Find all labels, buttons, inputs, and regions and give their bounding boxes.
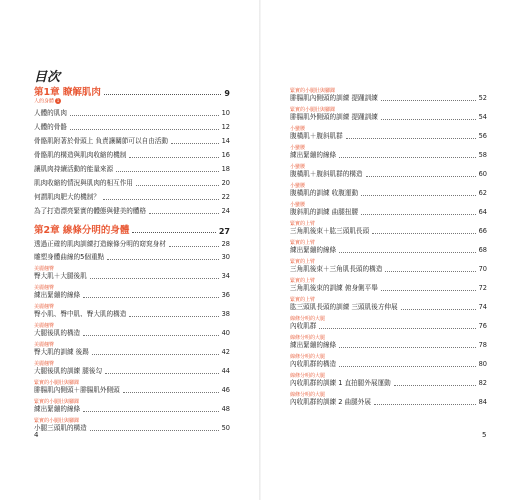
toc-entry[interactable] [290, 221, 487, 236]
entry-page: 72 [478, 284, 487, 292]
section-label: 緊實的上臂 [290, 297, 316, 303]
toc-entry[interactable] [290, 297, 487, 312]
entry-page: 78 [478, 341, 487, 349]
toc-entry[interactable] [34, 165, 230, 174]
section-label: 美麗翹臀 [34, 361, 55, 367]
section-label: 小蠻腰 [290, 183, 306, 189]
toc-entry[interactable] [290, 392, 487, 407]
entry-title: 人體的肌肉 [34, 109, 67, 117]
section-label: 小蠻腰 [290, 126, 306, 132]
entry-title: 臀小肌、臀中肌、臀大肌的構造 [34, 310, 127, 318]
entry-page: 66 [478, 227, 487, 235]
toc-entry[interactable] [290, 183, 487, 198]
entry-title: 小腿三頭肌的構造 [34, 424, 87, 432]
entry-title: 臀大肌的訓練 後踢 [34, 348, 89, 356]
entry-title: 內收肌群 [290, 322, 317, 330]
section-label: 人的身體 1 [34, 98, 60, 105]
entry-page: 36 [221, 291, 230, 299]
toc-entry[interactable] [34, 418, 230, 433]
toc-left-column [34, 84, 230, 433]
toc-entry[interactable] [34, 109, 230, 118]
section-label: 緊實的上臂 [290, 259, 316, 265]
entry-page: 82 [478, 379, 487, 387]
entry-page: 56 [478, 132, 487, 140]
entry-title: 骨骼肌的構造與肌肉收縮的機制 [34, 151, 127, 159]
chapter-title: 第1章 瞭解肌肉 [34, 87, 101, 98]
entry-title: 雕塑身體曲線的5個重點 [34, 253, 105, 261]
entry-title: 何謂肌肉肥大的機制？ [34, 193, 100, 201]
page-number-right: 5 [482, 431, 487, 439]
toc-entry[interactable] [34, 323, 230, 338]
section-label: 線條分明的大腿 [290, 373, 326, 379]
toc-entry[interactable] [290, 164, 487, 179]
page-number-left: 4 [34, 431, 39, 439]
section-label: 緊實的小腿肚與腳踝 [34, 380, 80, 386]
chapter-heading-2[interactable] [34, 222, 230, 236]
entry-page: 30 [221, 253, 230, 261]
entry-title: 練出緊繃的線條 [34, 405, 81, 413]
entry-title: 讓肌肉持續活動的能量來源 [34, 165, 114, 173]
entry-page: 46 [221, 386, 230, 394]
entry-title: 內收肌群的訓練 1 直拍腿外展運動 [290, 379, 391, 387]
toc-entry[interactable] [34, 380, 230, 395]
entry-title: 人體的骨骼 [34, 123, 67, 131]
toc-entry[interactable] [34, 240, 230, 249]
entry-page: 22 [221, 193, 230, 201]
section-label: 緊實的上臂 [290, 240, 316, 246]
entry-page: 18 [221, 165, 230, 173]
entry-page: 40 [221, 329, 230, 337]
toc-entry[interactable] [34, 179, 230, 188]
toc-entry[interactable] [290, 259, 487, 274]
entry-page: 58 [478, 151, 487, 159]
entry-page: 62 [478, 189, 487, 197]
entry-title: 為了打造漂亮緊實的體態與健美的體格 [34, 207, 147, 215]
entry-title: 練出緊繃的線條 [290, 151, 337, 159]
entry-title: 肌肉收縮的情況與肌肉的相互作用 [34, 179, 133, 187]
entry-title: 臀大肌＋大腿後肌 [34, 272, 87, 280]
entry-page: 34 [221, 272, 230, 280]
toc-entry[interactable] [34, 207, 230, 216]
toc-entry[interactable] [290, 354, 487, 369]
toc-entry[interactable] [290, 316, 487, 331]
entry-title: 大腿後肌的訓練 腿後勾 [34, 367, 103, 375]
entry-page: 80 [478, 360, 487, 368]
entry-page: 16 [221, 151, 230, 159]
toc-entry[interactable] [290, 202, 487, 217]
section-label: 緊實的上臂 [290, 221, 316, 227]
toc-entry[interactable] [34, 123, 230, 132]
entry-page: 52 [478, 94, 487, 102]
section-label: 線條分明的大腿 [290, 335, 326, 341]
entry-title: 腹橫肌＋腹斜肌群 [290, 132, 343, 140]
toc-entry[interactable] [34, 285, 230, 300]
toc-entry[interactable] [34, 342, 230, 357]
entry-page: 84 [478, 398, 487, 406]
section-label: 美麗翹臀 [34, 266, 55, 272]
section-label: 美麗翹臀 [34, 285, 55, 291]
toc-entry[interactable] [290, 335, 487, 350]
toc-entry[interactable] [34, 399, 230, 414]
page-gutter [259, 0, 261, 500]
entry-page: 74 [478, 303, 487, 311]
entry-page: 60 [478, 170, 487, 178]
entry-title: 大腿後肌的構造 [34, 329, 81, 337]
entry-title: 腹橫肌的訓練 收腹運動 [290, 189, 359, 197]
section-label: 美麗翹臀 [34, 323, 55, 329]
toc-entry[interactable] [290, 240, 487, 255]
section-label: 線條分明的大腿 [290, 392, 326, 398]
entry-page: 68 [478, 246, 487, 254]
entry-page: 70 [478, 265, 487, 273]
section-label: 緊實的小腿肚與腳踝 [34, 418, 80, 424]
toc-entry[interactable] [34, 304, 230, 319]
toc-entry[interactable] [290, 373, 487, 388]
toc-right-column [290, 84, 487, 407]
entry-page: 38 [221, 310, 230, 318]
entry-title: 透過正確的肌肉訓練打造線條分明的窈窕身材 [34, 240, 166, 248]
entry-title: 三角肌後束＋三角肌長頭的構造 [290, 265, 383, 273]
entry-title: 腓腸肌內側頭＋腓腸肌外側頭 [34, 386, 120, 394]
entry-title: 練出緊繃的線條 [290, 246, 337, 254]
entry-title: 練出緊繃的線條 [290, 341, 337, 349]
entry-page: 76 [478, 322, 487, 330]
toc-entry[interactable] [290, 88, 487, 103]
section-label: 緊實的小腿肚與腳踝 [290, 88, 336, 94]
toc-title: 目次 [34, 70, 61, 85]
entry-title: 腹斜肌的訓練 曲腿扭腰 [290, 208, 359, 216]
entry-title: 三角肌後束的訓練 俯身側平舉 [290, 284, 378, 292]
entry-title: 腓腸肌外側頭的訓練 提踵訓練 [290, 113, 378, 121]
section-label: 美麗翹臀 [34, 342, 55, 348]
toc-entry[interactable] [34, 253, 230, 262]
section-label: 小蠻腰 [290, 202, 306, 208]
section-label: 緊實的小腿肚與腳踝 [34, 399, 80, 405]
toc-entry[interactable] [290, 107, 487, 122]
entry-title: 腹橫肌＋腹斜肌群的構造 [290, 170, 363, 178]
toc-entry[interactable] [34, 151, 230, 160]
entry-title: 肱三頭肌長頭的訓練 三頭肌後方伸展 [290, 303, 398, 311]
entry-page: 12 [221, 123, 230, 131]
entry-page: 10 [221, 109, 230, 117]
entry-title: 骨骼肌附著於骨頭上 負責讓關節可以自由活動 [34, 137, 168, 145]
toc-entry[interactable] [290, 145, 487, 160]
entry-title: 內收肌群的訓練 2 曲腿外展 [290, 398, 371, 406]
entry-page: 14 [221, 137, 230, 145]
entry-page: 28 [221, 240, 230, 248]
section-label: 美麗翹臀 [34, 304, 55, 310]
entry-title: 練出緊繃的線條 [34, 291, 81, 299]
entry-page: 24 [221, 207, 230, 215]
toc-entry[interactable] [290, 126, 487, 141]
section-label: 線條分明的大腿 [290, 316, 326, 322]
entry-page: 20 [221, 179, 230, 187]
section-label: 小蠻腰 [290, 164, 306, 170]
section-label: 緊實的上臂 [290, 278, 316, 284]
entry-page: 64 [478, 208, 487, 216]
toc-entry[interactable] [34, 137, 230, 146]
entry-page: 44 [221, 367, 230, 375]
entry-page: 50 [221, 424, 230, 432]
chapter-title: 第2章 線條分明的身體 [34, 225, 130, 236]
section-number-badge: 1 [56, 98, 60, 103]
section-label: 小蠻腰 [290, 145, 306, 151]
chapter-page: 27 [218, 227, 230, 236]
toc-entry[interactable] [34, 361, 230, 376]
toc-entry[interactable] [34, 193, 230, 202]
toc-entry[interactable] [34, 266, 230, 281]
entry-page: 42 [221, 348, 230, 356]
entry-page: 48 [221, 405, 230, 413]
entry-page: 54 [478, 113, 487, 121]
entry-title: 三角肌後束＋肱三頭肌長頭 [290, 227, 370, 235]
chapter-heading-1[interactable] [34, 84, 230, 98]
section-label: 緊實的小腿肚與腳踝 [290, 107, 336, 113]
section-label: 線條分明的大腿 [290, 354, 326, 360]
toc-entry[interactable] [290, 278, 487, 293]
entry-title: 內收肌群的構造 [290, 360, 337, 368]
entry-title: 腓腸肌內側頭的訓練 提踵訓練 [290, 94, 378, 102]
chapter-page: 9 [224, 89, 230, 98]
